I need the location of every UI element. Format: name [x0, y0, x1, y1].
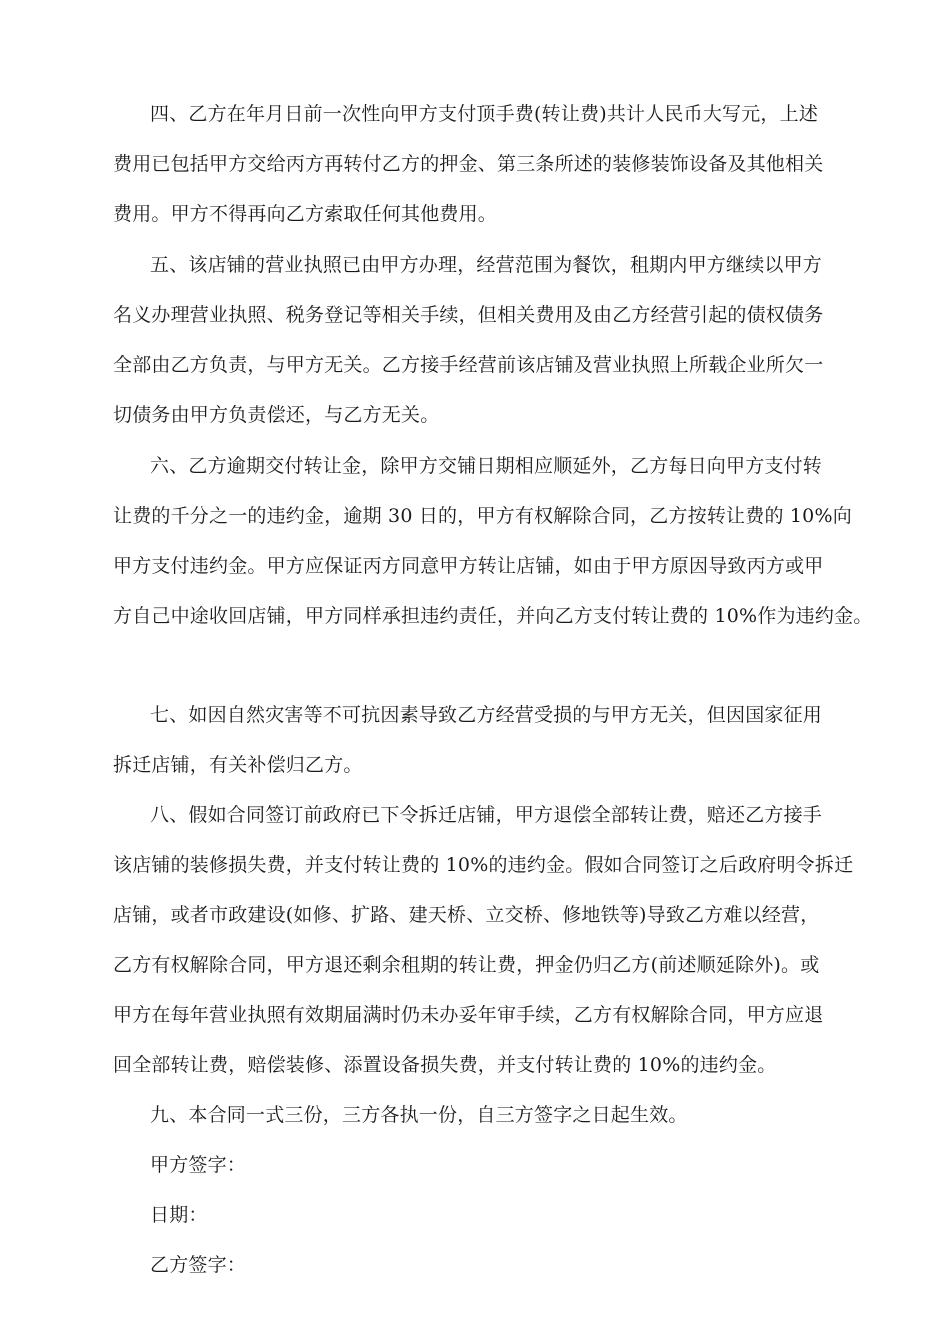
party-b-signature-label: 乙方签字： [150, 1254, 247, 1276]
clause-4-line-3: 费用。甲方不得再向乙方索取任何其他费用。 [113, 203, 498, 225]
clause-8-line-5: 甲方在每年营业执照有效期届满时仍未办妥年审手续，乙方有权解除合同，甲方应退 [113, 1004, 824, 1026]
clause-8-line-4: 乙方有权解除合同，甲方退还剩余租期的转让费，押金仍归乙方(前述顺延除外)。或 [113, 954, 820, 976]
clause-5-line-2: 名义办理营业执照、税务登记等相关手续，但相关费用及由乙方经营引起的债权债务 [113, 304, 824, 326]
clause-8-line-1: 八、假如合同签订前政府已下令拆迁店铺，甲方退偿全部转让费，赔还乙方接手 [150, 804, 823, 826]
clause-5-line-4: 切债务由甲方负责偿还，与乙方无关。 [113, 404, 440, 426]
date-label: 日期： [150, 1204, 208, 1226]
clause-7-line-2: 拆迁店铺，有关补偿归乙方。 [113, 754, 363, 776]
clause-6-line-2: 让费的千分之一的违约金，逾期 30 日的，甲方有权解除合同，乙方按转让费的 10%向 [113, 505, 852, 527]
clause-8-line-6: 回全部转让费，赔偿装修、添置设备损失费，并支付转让费的 10%的违约金。 [113, 1054, 777, 1076]
clause-6-line-3: 甲方支付违约金。甲方应保证丙方同意甲方转让店铺，如由于甲方原因导致丙方或甲 [113, 555, 824, 577]
clause-6-line-1: 六、乙方逾期交付转让金，除甲方交铺日期相应顺延外，乙方每日向甲方支付转 [150, 455, 823, 477]
party-a-signature-label: 甲方签字： [150, 1154, 247, 1176]
clause-8-line-3: 店铺，或者市政建设(如修、扩路、建天桥、立交桥、修地铁等)导致乙方难以经营， [113, 904, 820, 926]
clause-9-line-1: 九、本合同一式三份，三方各执一份，自三方签字之日起生效。 [150, 1104, 688, 1126]
clause-4-line-2: 费用已包括甲方交给丙方再转付乙方的押金、第三条所述的装修装饰设备及其他相关 [113, 153, 824, 175]
clause-7-line-1: 七、如因自然灾害等不可抗因素导致乙方经营受损的与甲方无关，但因国家征用 [150, 704, 823, 726]
clause-8-line-2: 该店铺的装修损失费，并支付转让费的 10%的违约金。假如合同签订之后政府明令拆迁 [113, 854, 854, 876]
clause-5-line-1: 五、该店铺的营业执照已由甲方办理，经营范围为餐饮，租期内甲方继续以甲方 [150, 254, 823, 276]
clause-5-line-3: 全部由乙方负责，与甲方无关。乙方接手经营前该店铺及营业执照上所载企业所欠一 [113, 354, 824, 376]
clause-4-line-1: 四、乙方在年月日前一次性向甲方支付顶手费(转让费)共计人民币大写元，上述 [150, 103, 819, 125]
clause-6-line-4: 方自己中途收回店铺，甲方同样承担违约责任，并向乙方支付转让费的 10%作为违约金。 [113, 605, 873, 627]
